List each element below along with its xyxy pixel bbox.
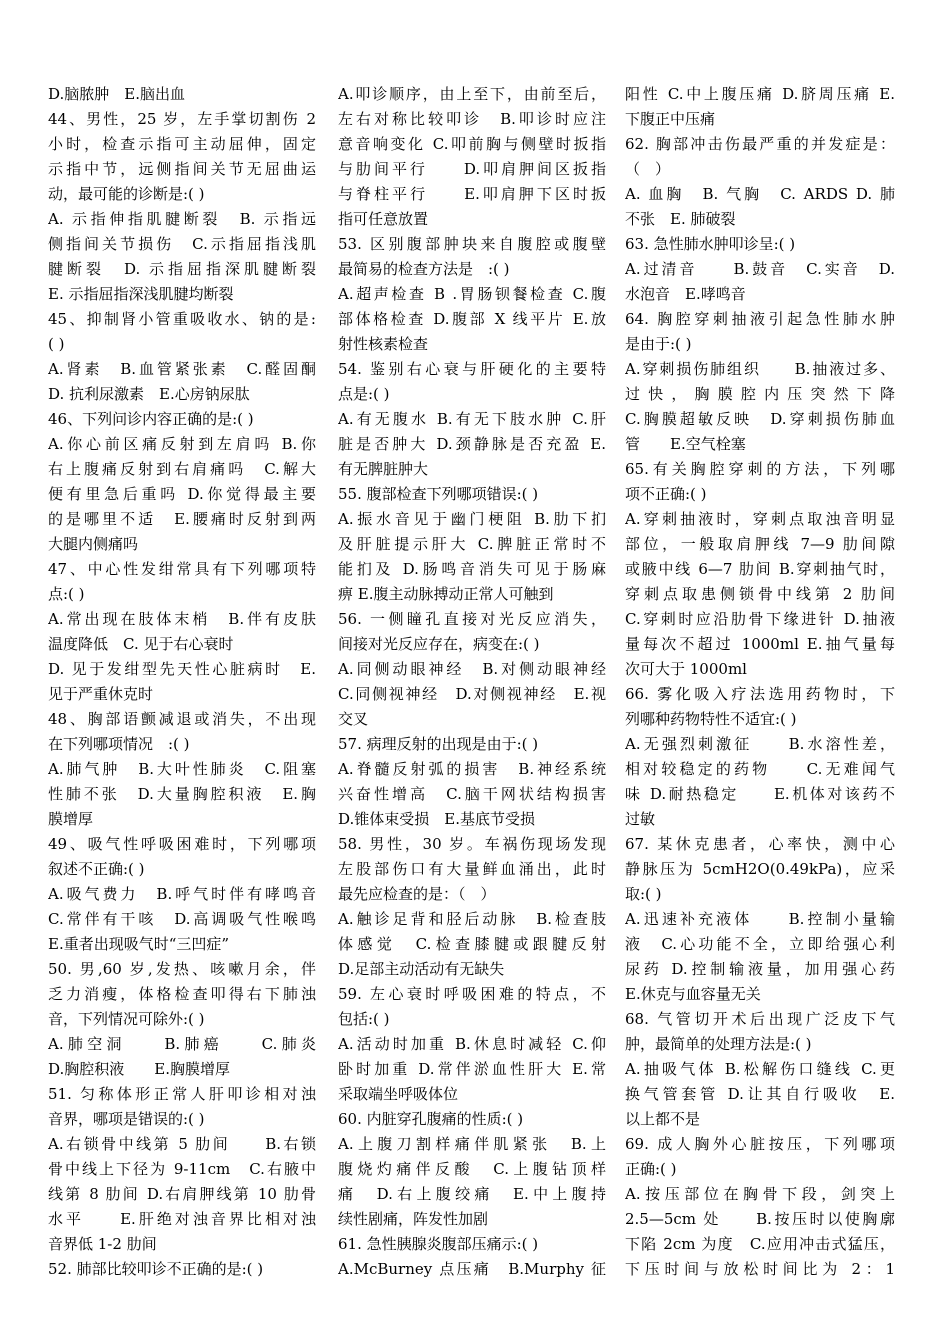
text-line: 右上腹痛反射到右肩痛吗 C.解大: [48, 460, 316, 478]
text-line: 线第 8 肋间 D.右肩胛线第 10 肋骨: [48, 1185, 316, 1203]
text-line: 管 E.空气栓塞: [625, 435, 746, 453]
text-line: 兴奋性增高 C.脑干网状结构损害: [338, 785, 606, 803]
text-line: 的是哪里不适 E.腰痛时反射到两: [48, 510, 316, 528]
text-line: A.上腹刀割样痛伴肌紧张 B.上: [338, 1135, 606, 1153]
text-line: E.休克与血容量无关: [625, 985, 761, 1003]
text-line: A.肺空洞 B.肺癌 C.肺炎: [48, 1035, 316, 1053]
text-line: 腹烧灼痛伴反酸 C.上腹钻顶样: [338, 1160, 606, 1178]
text-line: 57. 病理反射的出现是由于:( ): [338, 735, 539, 753]
text-line: 穿刺点取患侧锁骨中线第 2 肋间: [625, 585, 895, 603]
text-line: 部体格检查 D.腹部 X 线平片 E.放: [338, 310, 606, 328]
text-line: 最先应检查的是：（ ）: [338, 885, 496, 903]
text-line: A.过清音 B.鼓音 C.实音 D.: [625, 260, 895, 278]
text-line: A.活动时加重 B.休息时减轻 C.仰: [338, 1035, 606, 1053]
text-line: 最简易的检查方法是 :( ): [338, 260, 510, 278]
text-line: A.超声检查 B .胃肠钡餐检查 C.腹: [338, 285, 606, 303]
text-line: 痛 D.右上腹绞痛 E.中上腹持: [338, 1185, 606, 1203]
text-line: A.常出现在肢体末梢 B.伴有皮肤: [48, 610, 316, 628]
text-line: A.穿刺损伤肺组织 B.抽液过多、: [625, 360, 895, 378]
text-line: C.胸膜超敏反映 D.穿刺损伤肺血: [625, 410, 895, 428]
text-line: ( ): [48, 335, 65, 353]
text-line: 下腹正中压痛: [625, 110, 716, 128]
text-line: 50. 男,60 岁,发热、咳嗽月余，伴: [48, 960, 316, 978]
text-line: A.抽吸气体 B.松解伤口缝线 C.更: [625, 1060, 895, 1078]
text-line: 取:( ): [625, 885, 662, 903]
text-line: 45、抑制肾小管重吸收水、钠的是:: [48, 310, 316, 328]
text-line: 腱断裂 D. 示指屈指深肌腱断裂: [48, 260, 316, 278]
text-line: D. 抗利尿激素 E.心房钠尿肽: [48, 385, 250, 403]
text-line: 以上都不是: [625, 1110, 701, 1128]
text-line: 不张 E. 肺破裂: [625, 210, 736, 228]
text-line: 63. 急性肺水肿叩诊呈:( ): [625, 235, 796, 253]
text-line: 尿药 D.控制输液量，加用强心药: [625, 960, 895, 978]
text-line: 阳性 C.中上腹压痛 D.脐周压痛 E.: [625, 85, 895, 103]
text-line: 54. 鉴别右心衰与肝硬化的主要特: [338, 360, 606, 378]
text-line: 是由于:( ): [625, 335, 692, 353]
text-line: A.脊髓反射弧的损害 B.神经系统: [338, 760, 606, 778]
text-line: D.脑脓肿 E.脑出血: [48, 85, 185, 103]
text-line: 62. 胸部冲击伤最严重的并发症是：: [625, 135, 895, 153]
text-line: 52. 肺部比较叩诊不正确的是:( ): [48, 1260, 264, 1278]
text-line: 48、胸部语颤减退或消失，不出现: [48, 710, 316, 728]
text-line: 47、中心性发绀常具有下列哪项特: [48, 560, 316, 578]
text-line: 大腿内侧痛吗: [48, 535, 139, 553]
text-line: 及肝脏提示肝大 C.脾脏正常时不: [338, 535, 606, 553]
text-line: C.常伴有干咳 D.高调吸气性喉鸣: [48, 910, 316, 928]
text-line: 下压时间与放松时间比为 2：1: [625, 1260, 895, 1278]
text-line: D.锥体束受损 E.基底节受损: [338, 810, 535, 828]
text-line: 项不正确:( ): [625, 485, 707, 503]
text-line: 水平 E.肝绝对浊音界比相对浊: [48, 1210, 316, 1228]
text-line: 叙述不正确:( ): [48, 860, 145, 878]
text-line: 49、吸气性呼吸困难时，下列哪项: [48, 835, 316, 853]
text-line: 53. 区别腹部肿块来自腹腔或腹壁: [338, 235, 606, 253]
text-line: A.有无腹水 B.有无下肢水肿 C.肝: [338, 410, 606, 428]
text-line: A.触诊足背和胫后动脉 B.检查肢: [338, 910, 606, 928]
text-column-middle: [338, 82, 606, 1322]
text-line: 过敏: [625, 810, 656, 828]
text-line: 乏力消瘦，体格检查叩得右下肺浊: [48, 985, 316, 1003]
text-line: 示指中节，远侧指间关节无屈曲运: [48, 160, 316, 178]
text-line: 射性核素检查: [338, 335, 429, 353]
text-line: 左右对称比较叩诊 B.叩诊时应注: [338, 110, 606, 128]
text-line: 59. 左心衰时呼吸困难的特点，不: [338, 985, 606, 1003]
text-line: A.振水音见于幽门梗阻 B.肋下扪: [338, 510, 606, 528]
text-line: 性肺不张 D.大量胸腔积液 E.胸: [48, 785, 316, 803]
text-line: 间接对光反应存在，病变在:( ): [338, 635, 540, 653]
text-line: 骨中线上下径为 9-11cm C.右腋中: [48, 1160, 316, 1178]
text-line: 67. 某休克患者，心率快，测中心: [625, 835, 895, 853]
text-line: 音界，哪项是错误的:( ): [48, 1110, 205, 1128]
text-line: 过快，胸膜腔内压突然下降: [625, 385, 895, 403]
text-line: A.穿刺抽液时，穿刺点取浊音明显: [625, 510, 895, 528]
text-line: 下陷 2cm 为度 C.应用冲击式猛压，: [625, 1235, 895, 1253]
text-line: 动，最可能的诊断是:( ): [48, 185, 205, 203]
text-line: 体感觉 C.检查膝腱或跟腱反射: [338, 935, 606, 953]
text-line: 与脊柱平行 E.叩肩胛下区时扳: [338, 185, 606, 203]
text-line: 采取端坐呼吸体位: [338, 1085, 459, 1103]
text-line: 60. 内脏穿孔腹痛的性质:( ): [338, 1110, 524, 1128]
text-line: 脏是否肿大 D.颈静脉是否充盈 E.: [338, 435, 606, 453]
text-line: 续性剧痛，阵发性加剧: [338, 1210, 489, 1228]
text-line: 点:( ): [48, 585, 85, 603]
text-line: 小时，检查示指可主动屈伸，固定: [48, 135, 316, 153]
text-line: 次可大于 1000ml: [625, 660, 747, 678]
text-line: 61. 急性胰腺炎腹部压痛示:( ): [338, 1235, 539, 1253]
text-line: A.按压部位在胸骨下段，剑突上: [625, 1185, 895, 1203]
text-line: 列哪种药物特性不适宜:( ): [625, 710, 797, 728]
text-line: 水泡音 E.哮鸣音: [625, 285, 746, 303]
text-line: 或腋中线 6—7 肋间 B.穿刺抽气时，: [625, 560, 895, 578]
text-line: 点是:( ): [338, 385, 390, 403]
text-line: A. 血胸 B. 气胸 C. ARDS D. 肺: [625, 185, 895, 203]
text-line: A.迅速补充液体 B.控制小量输: [625, 910, 895, 928]
text-line: 侧指间关节损伤 C.示指屈指浅肌: [48, 235, 316, 253]
text-line: 正确:( ): [625, 1160, 677, 1178]
text-line: 量每次不超过 1000ml E.抽气量每: [625, 635, 895, 653]
text-line: 69. 成人胸外心脏按压，下列哪项: [625, 1135, 895, 1153]
text-line: D.足部主动活动有无缺失: [338, 960, 505, 978]
text-line: 部位，一般取肩胛线 7—9 肋间隙: [625, 535, 895, 553]
text-line: A.无强烈刺激征 B.水溶性差，: [625, 735, 895, 753]
text-line: C.同侧视神经 D.对侧视神经 E.视: [338, 685, 606, 703]
text-line: 64. 胸腔穿刺抽液引起急性肺水肿: [625, 310, 895, 328]
text-line: 指可任意放置: [338, 210, 429, 228]
text-line: A.你心前区痛反射到左肩吗 B.你: [48, 435, 316, 453]
text-line: 音界低 1-2 肋间: [48, 1235, 157, 1253]
text-line: 包括:( ): [338, 1010, 390, 1028]
text-line: 卧时加重 D.常伴淤血性肝大 E.常: [338, 1060, 606, 1078]
text-line: 温度降低 C. 见于右心衰时: [48, 635, 234, 653]
text-line: D.胸腔积液 E.胸膜增厚: [48, 1060, 230, 1078]
text-line: A.McBurney 点压痛 B.Murphy 征: [338, 1260, 606, 1278]
text-line: 2.5—5cm 处 B.按压时以使胸廓: [625, 1210, 895, 1228]
text-line: E.重者出现吸气时“三凹症”: [48, 935, 230, 953]
text-line: 56. 一侧瞳孔直接对光反应消失，: [338, 610, 606, 628]
text-line: A.肺气肿 B.大叶性肺炎 C.阻塞: [48, 760, 316, 778]
text-line: 液 C.心功能不全，立即给强心利: [625, 935, 895, 953]
text-line: 46、下列问诊内容正确的是:( ): [48, 410, 254, 428]
text-line: 66. 雾化吸入疗法选用药物时，下: [625, 685, 895, 703]
text-line: 膜增厚: [48, 810, 94, 828]
text-line: E. 示指屈指深浅肌腱均断裂: [48, 285, 234, 303]
text-line: D. 见于发绀型先天性心脏病时 E.: [48, 660, 316, 678]
text-line: 音，下列情况可除外:( ): [48, 1010, 205, 1028]
text-line: A.肾素 B.血管紧张素 C.醛固酮: [48, 360, 316, 378]
text-line: 与肋间平行 D.叩肩胛间区扳指: [338, 160, 606, 178]
text-line: C.穿刺时应沿肋骨下缘进针 D.抽液: [625, 610, 895, 628]
text-column-right: [625, 82, 895, 1322]
text-line: 见于严重休克时: [48, 685, 154, 703]
text-line: 换气管套管 D.让其自行吸收 E.: [625, 1085, 895, 1103]
text-line: 44、男性，25 岁，左手掌切割伤 2: [48, 110, 316, 128]
text-line: 痹 E.腹主动脉搏动正常人可触到: [338, 585, 554, 603]
text-line: 能扪及 D.肠鸣音消失可见于肠麻: [338, 560, 606, 578]
text-column-left: [48, 82, 316, 1322]
text-line: A.右锁骨中线第 5 肋间 B.右锁: [48, 1135, 316, 1153]
text-line: （ ）: [625, 160, 671, 178]
text-line: 肿，最简单的处理方法是:( ): [625, 1035, 812, 1053]
text-line: 65.有关胸腔穿刺的方法，下列哪: [625, 460, 895, 478]
text-line: 在下列哪项情况 :( ): [48, 735, 190, 753]
text-line: 相对较稳定的药物 C.无难闻气: [625, 760, 895, 778]
text-line: 58. 男性，30 岁。车祸伤现场发现: [338, 835, 606, 853]
text-line: 味 D.耐热稳定 E.机体对该药不: [625, 785, 895, 803]
text-line: A.叩诊顺序，由上至下，由前至后，: [338, 85, 606, 103]
text-line: 静脉压为 5cmH2O(0.49kPa)，应采: [625, 860, 895, 878]
text-line: 55. 腹部检查下列哪项错误:( ): [338, 485, 539, 503]
text-line: 51. 匀称体形正常人肝叩诊相对浊: [48, 1085, 316, 1103]
text-line: 便有里急后重吗 D.你觉得最主要: [48, 485, 316, 503]
text-line: A. 示指伸指肌腱断裂 B. 示指远: [48, 210, 316, 228]
text-line: 交叉: [338, 710, 369, 728]
text-line: 68. 气管切开术后出现广泛皮下气: [625, 1010, 895, 1028]
text-line: A.吸气费力 B.呼气时伴有哮鸣音: [48, 885, 316, 903]
text-line: 有无脾脏肿大: [338, 460, 429, 478]
text-line: 左股部伤口有大量鲜血涌出，此时: [338, 860, 606, 878]
text-line: A.同侧动眼神经 B.对侧动眼神经: [338, 660, 606, 678]
text-line: 意音响变化 C.叩前胸与侧壁时扳指: [338, 135, 606, 153]
